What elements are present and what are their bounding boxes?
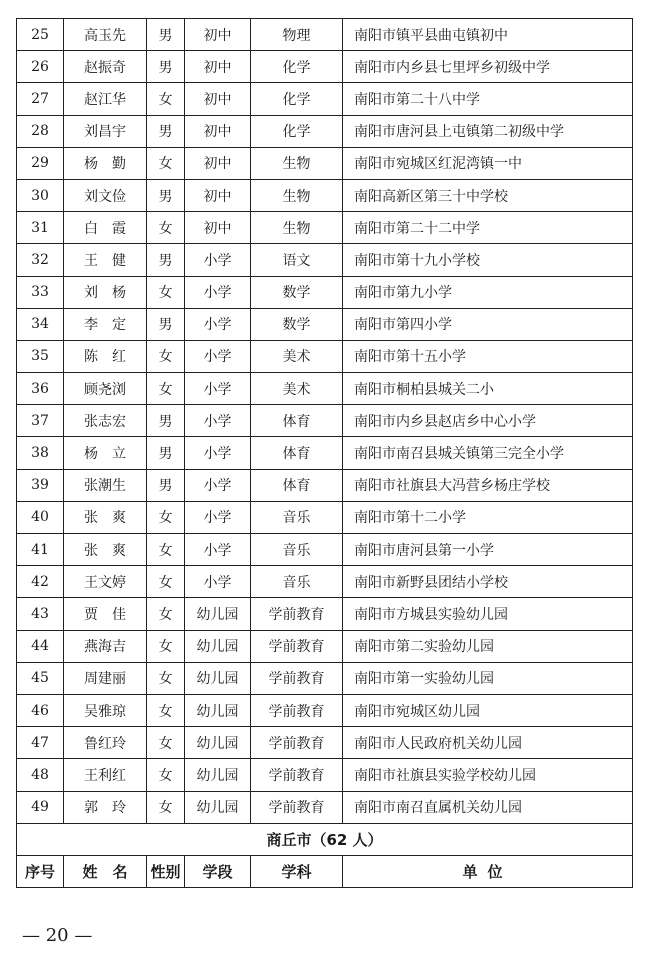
cell-unit: 南阳市宛城区红泥湾镇一中 bbox=[343, 147, 633, 179]
cell-subject: 学前教育 bbox=[251, 662, 343, 694]
cell-unit: 南阳市唐河县第一小学 bbox=[343, 534, 633, 566]
cell-no: 40 bbox=[17, 501, 64, 533]
cell-level: 幼儿园 bbox=[185, 727, 251, 759]
cell-unit: 南阳高新区第三十中学校 bbox=[343, 179, 633, 211]
cell-gender: 男 bbox=[147, 179, 185, 211]
table-row bbox=[17, 83, 633, 115]
cell-name: 陈 红 bbox=[64, 340, 147, 372]
cell-level: 初中 bbox=[185, 115, 251, 147]
cell-no: 49 bbox=[17, 791, 64, 823]
cell-subject: 生物 bbox=[251, 212, 343, 244]
cell-no: 38 bbox=[17, 437, 64, 469]
cell-name: 刘 杨 bbox=[64, 276, 147, 308]
cell-unit: 南阳市人民政府机关幼儿园 bbox=[343, 727, 633, 759]
cell-subject: 化学 bbox=[251, 51, 343, 83]
cell-subject: 化学 bbox=[251, 115, 343, 147]
table-row bbox=[17, 694, 633, 726]
table-row bbox=[17, 727, 633, 759]
roster-body bbox=[17, 19, 633, 888]
cell-no: 37 bbox=[17, 405, 64, 437]
cell-name: 白 霞 bbox=[64, 212, 147, 244]
cell-level: 小学 bbox=[185, 437, 251, 469]
cell-subject: 音乐 bbox=[251, 501, 343, 533]
cell-name: 张志宏 bbox=[64, 405, 147, 437]
table-row bbox=[17, 179, 633, 211]
cell-level: 小学 bbox=[185, 244, 251, 276]
table-row bbox=[17, 501, 633, 533]
cell-subject: 学前教育 bbox=[251, 791, 343, 823]
cell-subject: 美术 bbox=[251, 373, 343, 405]
cell-subject: 音乐 bbox=[251, 534, 343, 566]
table-row bbox=[17, 244, 633, 276]
cell-unit: 南阳市新野县团结小学校 bbox=[343, 566, 633, 598]
cell-no: 45 bbox=[17, 662, 64, 694]
cell-gender: 女 bbox=[147, 727, 185, 759]
header-name: 姓 名 bbox=[64, 855, 147, 887]
cell-name: 赵振奇 bbox=[64, 51, 147, 83]
cell-subject: 数学 bbox=[251, 276, 343, 308]
cell-unit: 南阳市第十九小学校 bbox=[343, 244, 633, 276]
cell-unit: 南阳市方城县实验幼儿园 bbox=[343, 598, 633, 630]
cell-subject: 学前教育 bbox=[251, 759, 343, 791]
table-row bbox=[17, 598, 633, 630]
cell-no: 47 bbox=[17, 727, 64, 759]
cell-no: 41 bbox=[17, 534, 64, 566]
cell-gender: 女 bbox=[147, 534, 185, 566]
cell-level: 小学 bbox=[185, 340, 251, 372]
cell-name: 张 爽 bbox=[64, 534, 147, 566]
cell-gender: 女 bbox=[147, 276, 185, 308]
page-number: — 20 — bbox=[22, 925, 93, 946]
cell-unit: 南阳市宛城区幼儿园 bbox=[343, 694, 633, 726]
table-row bbox=[17, 566, 633, 598]
cell-unit: 南阳市内乡县七里坪乡初级中学 bbox=[343, 51, 633, 83]
cell-gender: 男 bbox=[147, 308, 185, 340]
cell-name: 杨 勤 bbox=[64, 147, 147, 179]
cell-name: 贾 佳 bbox=[64, 598, 147, 630]
table-row bbox=[17, 534, 633, 566]
cell-gender: 女 bbox=[147, 791, 185, 823]
header-subject: 学科 bbox=[251, 855, 343, 887]
cell-unit: 南阳市第十二小学 bbox=[343, 501, 633, 533]
cell-gender: 男 bbox=[147, 405, 185, 437]
table-row bbox=[17, 630, 633, 662]
cell-level: 初中 bbox=[185, 179, 251, 211]
cell-subject: 数学 bbox=[251, 308, 343, 340]
header-row bbox=[17, 855, 633, 887]
cell-level: 初中 bbox=[185, 51, 251, 83]
section-row bbox=[17, 823, 633, 855]
cell-unit: 南阳市社旗县大冯营乡杨庄学校 bbox=[343, 469, 633, 501]
header-unit: 单位 bbox=[343, 855, 633, 887]
cell-gender: 男 bbox=[147, 115, 185, 147]
cell-subject: 学前教育 bbox=[251, 598, 343, 630]
cell-unit: 南阳市第四小学 bbox=[343, 308, 633, 340]
cell-name: 张潮生 bbox=[64, 469, 147, 501]
cell-name: 鲁红玲 bbox=[64, 727, 147, 759]
cell-gender: 女 bbox=[147, 83, 185, 115]
table-row bbox=[17, 115, 633, 147]
table-row bbox=[17, 147, 633, 179]
cell-level: 小学 bbox=[185, 501, 251, 533]
table-row bbox=[17, 437, 633, 469]
cell-subject: 体育 bbox=[251, 437, 343, 469]
cell-no: 28 bbox=[17, 115, 64, 147]
cell-level: 小学 bbox=[185, 405, 251, 437]
cell-gender: 女 bbox=[147, 501, 185, 533]
cell-gender: 男 bbox=[147, 244, 185, 276]
table-row bbox=[17, 308, 633, 340]
cell-name: 吴雅琼 bbox=[64, 694, 147, 726]
cell-subject: 学前教育 bbox=[251, 694, 343, 726]
cell-name: 赵江华 bbox=[64, 83, 147, 115]
cell-no: 43 bbox=[17, 598, 64, 630]
cell-level: 幼儿园 bbox=[185, 630, 251, 662]
cell-unit: 南阳市第十五小学 bbox=[343, 340, 633, 372]
cell-subject: 化学 bbox=[251, 83, 343, 115]
cell-subject: 物理 bbox=[251, 19, 343, 51]
cell-no: 26 bbox=[17, 51, 64, 83]
cell-level: 小学 bbox=[185, 534, 251, 566]
cell-level: 初中 bbox=[185, 19, 251, 51]
cell-subject: 生物 bbox=[251, 179, 343, 211]
cell-name: 王 健 bbox=[64, 244, 147, 276]
cell-no: 44 bbox=[17, 630, 64, 662]
cell-subject: 语文 bbox=[251, 244, 343, 276]
cell-no: 35 bbox=[17, 340, 64, 372]
cell-level: 初中 bbox=[185, 147, 251, 179]
cell-gender: 女 bbox=[147, 759, 185, 791]
cell-no: 34 bbox=[17, 308, 64, 340]
cell-gender: 女 bbox=[147, 598, 185, 630]
table-row bbox=[17, 373, 633, 405]
cell-level: 幼儿园 bbox=[185, 759, 251, 791]
cell-gender: 女 bbox=[147, 212, 185, 244]
header-gender: 性别 bbox=[147, 855, 185, 887]
cell-unit: 南阳市第二实验幼儿园 bbox=[343, 630, 633, 662]
cell-gender: 女 bbox=[147, 566, 185, 598]
cell-no: 31 bbox=[17, 212, 64, 244]
header-level: 学段 bbox=[185, 855, 251, 887]
cell-gender: 男 bbox=[147, 437, 185, 469]
cell-gender: 女 bbox=[147, 630, 185, 662]
cell-unit: 南阳市第二十二中学 bbox=[343, 212, 633, 244]
cell-no: 32 bbox=[17, 244, 64, 276]
table-row bbox=[17, 469, 633, 501]
cell-level: 幼儿园 bbox=[185, 791, 251, 823]
cell-unit: 南阳市唐河县上屯镇第二初级中学 bbox=[343, 115, 633, 147]
cell-subject: 学前教育 bbox=[251, 727, 343, 759]
cell-level: 初中 bbox=[185, 212, 251, 244]
cell-no: 39 bbox=[17, 469, 64, 501]
section-title: 商丘市（62 人） bbox=[17, 823, 633, 855]
cell-name: 张 爽 bbox=[64, 501, 147, 533]
cell-level: 小学 bbox=[185, 566, 251, 598]
cell-name: 周建丽 bbox=[64, 662, 147, 694]
table-row bbox=[17, 51, 633, 83]
cell-no: 29 bbox=[17, 147, 64, 179]
cell-level: 初中 bbox=[185, 83, 251, 115]
cell-level: 小学 bbox=[185, 276, 251, 308]
cell-unit: 南阳市社旗县实验学校幼儿园 bbox=[343, 759, 633, 791]
cell-no: 36 bbox=[17, 373, 64, 405]
cell-unit: 南阳市南召直属机关幼儿园 bbox=[343, 791, 633, 823]
cell-no: 33 bbox=[17, 276, 64, 308]
cell-name: 王文婷 bbox=[64, 566, 147, 598]
cell-level: 小学 bbox=[185, 373, 251, 405]
cell-unit: 南阳市第一实验幼儿园 bbox=[343, 662, 633, 694]
cell-name: 顾尧浏 bbox=[64, 373, 147, 405]
cell-level: 小学 bbox=[185, 308, 251, 340]
table-row bbox=[17, 405, 633, 437]
cell-name: 刘昌宇 bbox=[64, 115, 147, 147]
cell-unit: 南阳市镇平县曲屯镇初中 bbox=[343, 19, 633, 51]
cell-name: 燕海吉 bbox=[64, 630, 147, 662]
cell-gender: 男 bbox=[147, 51, 185, 83]
table-row bbox=[17, 212, 633, 244]
cell-level: 幼儿园 bbox=[185, 694, 251, 726]
table-row bbox=[17, 276, 633, 308]
cell-unit: 南阳市第二十八中学 bbox=[343, 83, 633, 115]
cell-subject: 美术 bbox=[251, 340, 343, 372]
cell-gender: 男 bbox=[147, 469, 185, 501]
roster-table bbox=[16, 18, 633, 888]
cell-no: 30 bbox=[17, 179, 64, 211]
cell-gender: 男 bbox=[147, 19, 185, 51]
table-row bbox=[17, 759, 633, 791]
table-row bbox=[17, 662, 633, 694]
roster-table-container bbox=[16, 18, 632, 888]
cell-no: 48 bbox=[17, 759, 64, 791]
cell-name: 王利红 bbox=[64, 759, 147, 791]
cell-level: 小学 bbox=[185, 469, 251, 501]
cell-no: 46 bbox=[17, 694, 64, 726]
cell-unit: 南阳市内乡县赵店乡中心小学 bbox=[343, 405, 633, 437]
header-no: 序号 bbox=[17, 855, 64, 887]
cell-gender: 女 bbox=[147, 340, 185, 372]
cell-gender: 女 bbox=[147, 373, 185, 405]
cell-name: 刘文俭 bbox=[64, 179, 147, 211]
cell-subject: 音乐 bbox=[251, 566, 343, 598]
cell-no: 25 bbox=[17, 19, 64, 51]
cell-unit: 南阳市第九小学 bbox=[343, 276, 633, 308]
cell-level: 幼儿园 bbox=[185, 662, 251, 694]
cell-subject: 体育 bbox=[251, 469, 343, 501]
cell-name: 杨 立 bbox=[64, 437, 147, 469]
cell-gender: 女 bbox=[147, 662, 185, 694]
cell-subject: 学前教育 bbox=[251, 630, 343, 662]
table-row bbox=[17, 340, 633, 372]
cell-name: 李 定 bbox=[64, 308, 147, 340]
cell-no: 42 bbox=[17, 566, 64, 598]
cell-name: 郭 玲 bbox=[64, 791, 147, 823]
cell-gender: 女 bbox=[147, 147, 185, 179]
cell-unit: 南阳市南召县城关镇第三完全小学 bbox=[343, 437, 633, 469]
cell-subject: 体育 bbox=[251, 405, 343, 437]
table-row bbox=[17, 791, 633, 823]
cell-unit: 南阳市桐柏县城关二小 bbox=[343, 373, 633, 405]
cell-level: 幼儿园 bbox=[185, 598, 251, 630]
cell-no: 27 bbox=[17, 83, 64, 115]
table-row bbox=[17, 19, 633, 51]
cell-name: 高玉先 bbox=[64, 19, 147, 51]
cell-gender: 女 bbox=[147, 694, 185, 726]
cell-subject: 生物 bbox=[251, 147, 343, 179]
